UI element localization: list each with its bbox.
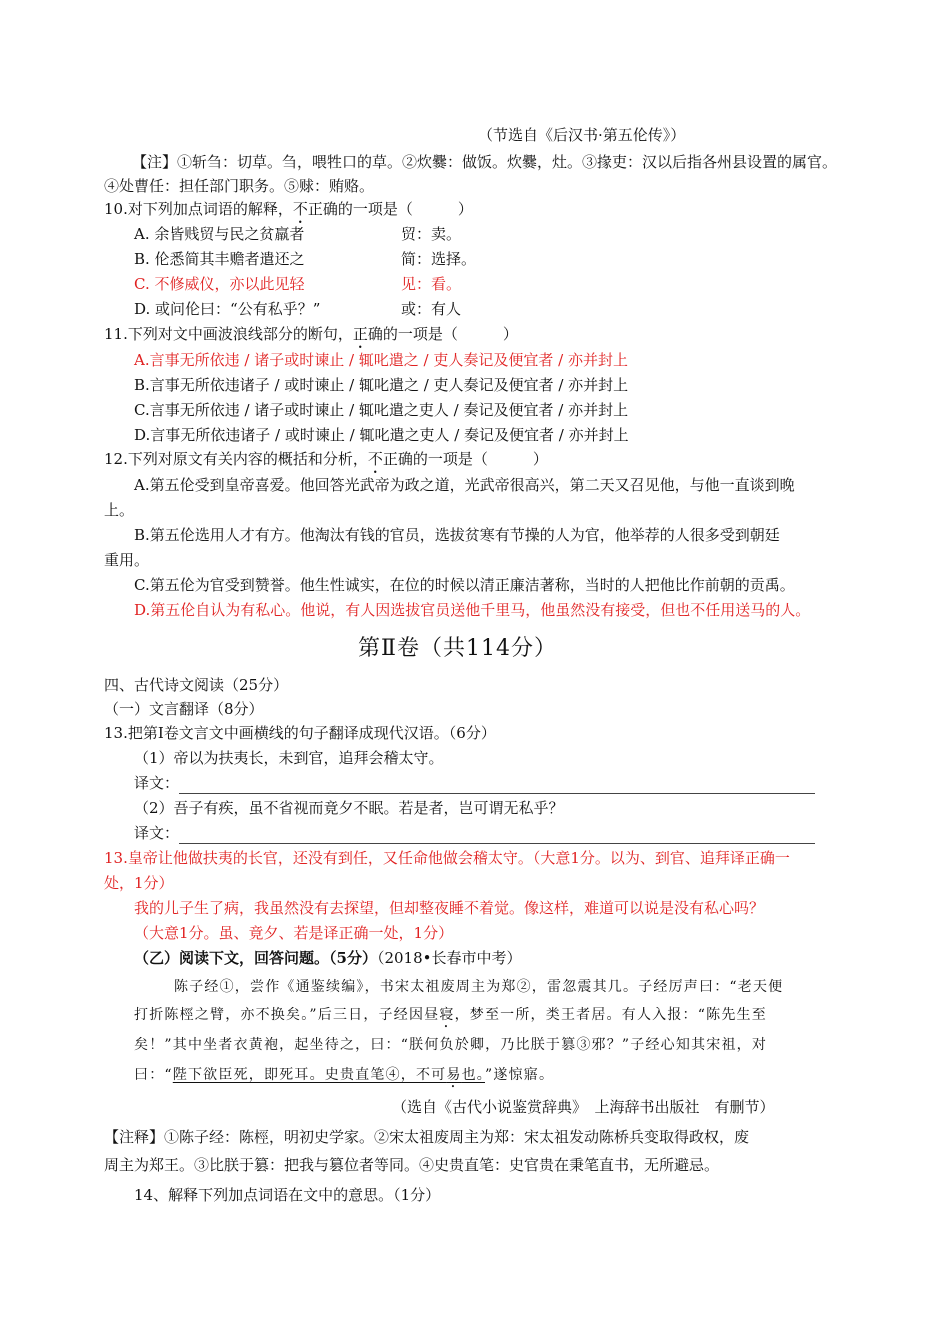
q11-stem: 11.下列对文中画波浪线部分的断句，正确的一项是（ ） <box>104 325 518 343</box>
q11-option-c: C.言事无所依违 / 诸子或时谏止 / 辄叱遣之吏人 / 奏记及便宜者 / 亦并封上 <box>134 401 629 419</box>
q13-stem: 13.把第Ⅰ卷文言文中画横线的句子翻译成现代汉语。（6分） <box>104 724 496 742</box>
part-b-heading: （乙）阅读下文，回答问题。（5分）（2018•长春市中考） <box>134 949 522 967</box>
part4-sub-heading: （一）文言翻译（8分） <box>104 700 264 718</box>
answer-blank[interactable] <box>179 777 815 794</box>
q13-answer-2-cont: （大意1分。虽、竟夕、若是译正确一处，1分） <box>134 924 454 942</box>
q13-sentence-1: （1）帝以为扶夷长，未到官，追拜会稽太守。 <box>134 749 444 767</box>
q13-sentence-2: （2）吾子有疾，虽不省视而竟夕不眠。若是者，岂可谓无私乎？ <box>134 799 564 817</box>
q12-option-d: D.第五伦自认为有私心。他说，有人因选拔官员送他千里马，他虽然没有接受，但也不任用送马的人。 <box>134 601 811 619</box>
q11-option-b: B.言事无所依违诸子 / 或时谏止 / 辄叱遣之 / 吏人奏记及便宜者 / 亦并封上 <box>134 376 629 394</box>
passage-source: （选自《古代小说鉴赏辞典》 上海辞书出版社 有删节） <box>392 1098 775 1116</box>
q14-stem: 14、解释下列加点词语在文中的意思。（1分） <box>134 1186 441 1204</box>
note-line-2: ④处曹任：担任部门职务。⑤赇：贿赂。 <box>104 177 375 195</box>
q10-option-b: B. 伦悉简其丰赡者遣还之 <box>134 250 305 268</box>
passage-note-2: 周主为郑王。③比朕于篡：把我与篡位者等同。④史贵直笔：史官贵在秉笔直书，无所避忌。 <box>104 1156 720 1174</box>
q13-answer-line-2: 译文： <box>134 822 815 844</box>
passage-line-4: 曰：“陛下欲臣死，即死耳。史贵直笔④，不可易也。”遂惊寤。 <box>134 1067 555 1083</box>
q10-option-a-gloss: 贸：卖。 <box>401 225 462 243</box>
q13-answer-1-cont: 处，1分） <box>104 874 174 892</box>
passage-note-1: 【注释】①陈子经：陈桱，明初史学家。②宋太祖废周主为郑：宋太祖发动陈桥兵变取得政权，废 <box>104 1128 750 1146</box>
q11-option-d: D.言事无所依违诸子 / 或时谏止 / 辄叱遣之吏人 / 奏记及便宜者 / 亦并封上 <box>134 426 629 444</box>
q12-option-b-line2: 重用。 <box>104 551 150 569</box>
part4-heading: 四、古代诗文阅读（25分） <box>104 676 289 694</box>
passage-line-1: 陈子经①，尝作《通鉴续编》，书宋太祖废周主为郑②，雷忽震其几。子经厉声曰：“老天便 <box>174 979 784 995</box>
passage-line-2: 打折陈桱之臂，亦不换矣。”后三日，子经因昼寝，梦至一所，类王者居。有人入报：“陈先生至 <box>134 1007 767 1023</box>
q10-option-d: D. 或问伦曰：“公有私乎？” <box>134 300 321 318</box>
note-line-1: 【注】①斩刍：切草。刍，喂牲口的草。②炊爨：做饭。炊爨，灶。③掾吏：汉以后指各州县设置的属官。 <box>132 153 838 171</box>
q12-stem: 12.下列对原文有关内容的概括和分析，不正确的一项是（ ） <box>104 450 548 468</box>
q10-option-d-gloss: 或：有人 <box>401 300 462 318</box>
q10-option-c-gloss: 见：看。 <box>401 275 462 293</box>
q10-option-b-gloss: 简：选择。 <box>401 250 477 268</box>
q13-answer-line-1: 译文： <box>134 772 815 794</box>
q12-option-a-line1: A.第五伦受到皇帝喜爱。他回答光武帝为政之道，光武帝很高兴，第二天又召见他，与他一直谈到晚 <box>134 476 795 494</box>
q10-option-c: C. 不修威仪，亦以此见轻 <box>134 275 305 293</box>
q12-option-b-line1: B.第五伦选用人才有方。他淘汰有钱的官员，选拔贫寒有节操的人为官，他举荐的人很多受到朝廷 <box>134 526 780 544</box>
q11-option-a: A.言事无所依违 / 诸子或时谏止 / 辄叱遣之 / 吏人奏记及便宜者 / 亦并封上 <box>134 351 628 369</box>
q10-option-a: A. 余皆贱贸与民之贫羸者 <box>134 225 305 243</box>
q12-option-c: C.第五伦为官受到赞誉。他生性诚实，在位的时候以清正廉洁著称，当时的人把他比作前朝的贡禹。 <box>134 576 795 594</box>
q13-answer-2: 我的儿子生了病，我虽然没有去探望，但却整夜睡不着觉。像这样，难道可以说是没有私心吗？ <box>134 899 765 917</box>
q13-answer-1: 13.皇帝让他做扶夷的长官，还没有到任，又任命他做会稽太守。（大意1分。以为、到官、追拜译正确一 <box>104 849 790 867</box>
q12-option-a-line2: 上。 <box>104 501 135 519</box>
section-title: 第Ⅱ卷（共114分） <box>358 636 557 661</box>
q10-stem: 10.对下列加点词语的解释，不正确的一项是（ ） <box>104 200 473 218</box>
passage-line-3: 矣！”其中坐者衣黄袍，起坐待之，曰：“朕何负於卿，乃比朕于篡③邪？”子经心知其宋祖，对 <box>134 1037 768 1053</box>
source-line: （节选自《后汉书·第五伦传》） <box>478 126 686 144</box>
answer-blank[interactable] <box>179 827 815 844</box>
